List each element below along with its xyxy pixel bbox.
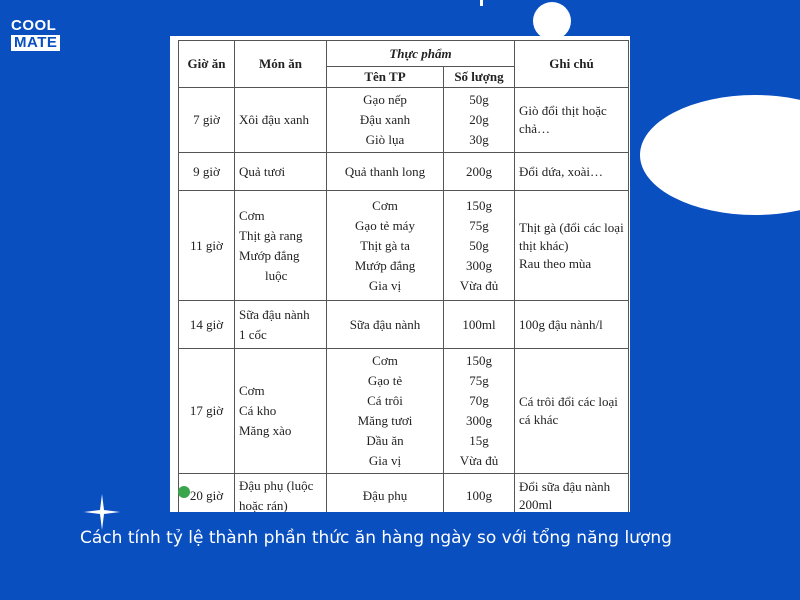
cell-note: Đổi dứa, xoài… [515, 153, 629, 191]
quantity-line: 100g [466, 488, 492, 503]
food-line: Cơm [372, 197, 398, 213]
meal-plan-table [178, 40, 629, 512]
cell-dish [235, 88, 327, 153]
food-line: Cá trôi [367, 393, 403, 408]
dish-line: Đậu phụ (luộc [239, 478, 314, 493]
cell-quantity [444, 474, 515, 513]
cell-time: 20 giờ [179, 474, 235, 513]
quantity-line: Vừa đủ [459, 277, 499, 293]
food-line: Gạo tẻ [367, 373, 403, 388]
cell-note: Đổi sữa đậu nành 200ml [515, 474, 629, 513]
dish-line: Cơm [239, 207, 265, 223]
table-row [179, 474, 629, 513]
cell-time: 17 giờ [179, 349, 235, 474]
decor-circle-small [533, 2, 571, 40]
cell-food-name [327, 153, 444, 191]
sparkle-icon [84, 494, 120, 530]
cell-dish [235, 153, 327, 191]
quantity-line: 300g [466, 257, 492, 273]
food-line: Gia vị [368, 453, 402, 468]
cell-food-name [327, 88, 444, 153]
cell-food-name [327, 191, 444, 301]
table-row [179, 349, 629, 474]
quantity-line: Vừa đủ [459, 453, 499, 468]
quantity-line: 20g [469, 112, 489, 127]
cell-time: 14 giờ [179, 301, 235, 349]
dish-line: 1 cốc [239, 326, 267, 342]
quantity-line: 50g [469, 92, 489, 107]
cell-quantity [444, 88, 515, 153]
table-row [179, 301, 629, 349]
food-line: Măng tươi [357, 413, 413, 428]
food-line: Gạo nếp [363, 92, 407, 107]
dish-line: Mướp đắng [239, 247, 300, 263]
meal-table-body [179, 88, 629, 513]
cell-note: Giò đổi thịt hoặc chả… [515, 88, 629, 153]
cell-food-name [327, 474, 444, 513]
brand-logo-line1: COOL [11, 17, 57, 34]
dish-line: Cá kho [239, 403, 277, 418]
food-line: Dầu ăn [366, 433, 404, 448]
quantity-line: 75g [469, 373, 489, 388]
table-row [179, 191, 629, 301]
brand-logo-line2: MATE [11, 35, 60, 51]
food-line: Đậu phụ [362, 488, 408, 503]
quantity-line: 15g [469, 433, 489, 448]
green-dot-icon [178, 486, 190, 498]
cell-dish [235, 474, 327, 513]
dish-line: luộc [265, 267, 288, 283]
cell-note: Thịt gà (đổi các loại thịt khác) Rau theo mùa [515, 191, 629, 301]
cell-quantity [444, 301, 515, 349]
cell-food-name [327, 301, 444, 349]
dish-line: Sữa đậu nành [239, 306, 310, 322]
quantity-line: 70g [469, 393, 489, 408]
quantity-line: 150g [466, 197, 492, 213]
food-line: Sữa đậu nành [349, 316, 421, 332]
quantity-line: 75g [469, 217, 489, 233]
dish-line: Cơm [239, 383, 265, 398]
cell-dish [235, 301, 327, 349]
header-note: Ghi chú [515, 41, 629, 88]
table-row [179, 153, 629, 191]
food-line: Thịt gà ta [360, 237, 410, 253]
cell-quantity [444, 191, 515, 301]
dish-line: Thịt gà rang [239, 227, 303, 243]
header-dish: Món ăn [235, 41, 327, 88]
quantity-line: 300g [466, 413, 492, 428]
dish-line: Măng xào [239, 423, 292, 438]
food-line: Gia vị [368, 277, 402, 293]
dish-line: hoặc rán) [239, 498, 288, 512]
cell-quantity [444, 153, 515, 191]
meal-plan-document [170, 36, 630, 512]
food-line: Đậu xanh [359, 112, 411, 127]
food-line: Giò lụa [365, 132, 405, 147]
cell-note: 100g đậu nành/l [515, 301, 629, 349]
header-food-name: Tên TP [327, 67, 444, 88]
decor-blob-large [640, 95, 800, 215]
cell-time: 9 giờ [179, 153, 235, 191]
quantity-line: 30g [469, 132, 489, 147]
header-food-group: Thực phẩm [327, 41, 515, 67]
table-row [179, 88, 629, 153]
cell-dish [235, 349, 327, 474]
food-line: Mướp đắng [354, 257, 416, 273]
cell-time: 11 giờ [179, 191, 235, 301]
dish-line: Quả tươi [239, 163, 286, 179]
quantity-line: 150g [466, 353, 492, 368]
cell-time: 7 giờ [179, 88, 235, 153]
food-line: Gạo tẻ máy [355, 217, 415, 233]
quantity-line: 200g [466, 163, 492, 179]
cell-note: Cá trôi đổi các loại cá khác [515, 349, 629, 474]
food-line: Cơm [372, 353, 398, 368]
cell-dish [235, 191, 327, 301]
decor-dot [480, 0, 483, 6]
dish-line: Xôi đậu xanh [239, 112, 310, 127]
header-time: Giờ ăn [179, 41, 235, 88]
quantity-line: 100ml [462, 316, 496, 332]
page-caption: Cách tính tỷ lệ thành phần thức ăn hàng ngày so với tổng năng lượng [80, 528, 672, 548]
cell-quantity [444, 349, 515, 474]
header-quantity: Số lượng [444, 67, 515, 88]
food-line: Quả thanh long [344, 163, 426, 179]
brand-logo [11, 18, 61, 52]
cell-food-name [327, 349, 444, 474]
quantity-line: 50g [469, 237, 489, 253]
